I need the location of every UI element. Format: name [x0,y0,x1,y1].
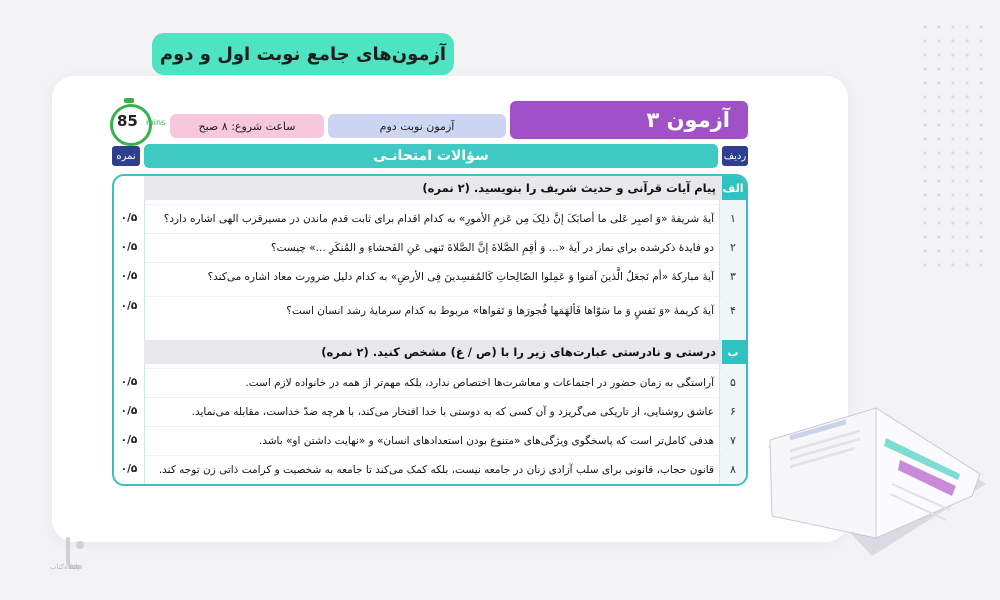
question-text: هدفی کامل‌تر است که پاسخگوی ویژگی‌های «متنوع بودن استعدادهای انسان» و «نهایت داشتن او» باشد. [144,426,722,454]
score-header: نمره [112,146,140,166]
timer-value: 85 [117,112,138,130]
question-score: ۰/۵ [120,241,138,253]
section-heading: پیام آیات قرآنی و حدیث شریف را بنویسید. (۲ نمره) [144,176,722,200]
question-number: ۶ [730,404,736,418]
section-title-bar: سؤالات امتحانـی [144,144,718,168]
page-title: آزمون‌های جامع نوبت اول و دوم [152,33,454,75]
question-text: آیهٔ کریمهٔ «وَ نَفسٍ وَ ما سَوّاها فَألهَمَها فُجورَها وَ تَقواها» مربوط به کدام سرمایهٔ رشد انسان است؟ [144,296,722,324]
section-heading: درستی و نادرستی عبارت‌های زیر را با (ص / غ) مشخص کنید. (۲ نمره) [144,340,722,364]
question-text: عاشق روشنایی، از تاریکی می‌گریزد و آن کسی که به دوستی با خدا افتخار می‌کند، با هرچه ضدّ خداست، مقابله می‌نماید. [144,397,722,425]
question-text: آراستگی به زمان حضور در اجتماعات و معاشرت‌ها اختصاص ندارد، بلکه مهم‌تر از همه در خانواده لازم است. [144,368,722,396]
start-time-label: ساعت شروع: ۸ صبح [198,119,296,133]
open-book-icon [760,388,988,558]
question-text: قانون حجاب، قانونی برای سلب آزادی زنان در جامعه نیست، بلکه کمک می‌کند تا جامعه به شخصیت و کرامت ذاتی زن توجه کند. [144,455,722,483]
question-number: ۷ [730,433,736,447]
question-score: ۰/۵ [120,376,138,388]
section-letter: الف [720,176,746,200]
exam-type-label: آزمون نوبت دوم [379,119,455,133]
timer-badge [110,98,168,144]
publisher-logo-text: پاینده‌کتاب [50,563,80,571]
stopwatch-knob-icon [124,98,134,103]
question-score: ۰/۵ [120,463,138,475]
question-number: ۱ [730,211,736,225]
questions-table [112,174,748,486]
question-text: آیهٔ شریفهٔ «وَ اصبِر عَلی ما أصابَکَ إنَّ ذلِکَ مِن عَزمِ الأمورِ» به کدام اقدام برای ثابت قدم ماندن در مسیرقرب الهی اشاره دارد؟ [144,204,722,232]
start-time-badge [170,114,324,138]
row-header: ردیف [722,146,748,166]
decorative-dots [918,20,988,270]
question-score: ۰/۵ [120,434,138,446]
question-text: آیهٔ مبارکهٔ «أم نَجعَلُ الَّذینَ آمَنوا وَ عَمِلوا الصّالِحاتِ کَالمُفسِدینَ فِی الأرضِ» به کدام دلیل ضرورت معاد اشاره می‌کند؟ [144,262,722,290]
question-number: ۵ [730,375,736,389]
question-number: ۸ [730,462,736,476]
question-number: ۴ [730,303,736,317]
section-letter: ب [720,340,746,364]
exam-type-badge [328,114,506,138]
question-score: ۰/۵ [120,300,138,312]
question-score: ۰/۵ [120,405,138,417]
exam-title: آزمون ۳ [510,101,748,139]
timer-unit: mins [146,118,166,127]
question-score: ۰/۵ [120,212,138,224]
question-number: ۳ [730,269,736,283]
question-number: ۲ [730,240,736,254]
question-score: ۰/۵ [120,270,138,282]
question-text: دو فایدهٔ ذکرشده برای نماز در آیهٔ «... وَ أقِمِ الصَّلاةَ إنَّ الصَّلاةَ تَنهی عَنِ الفَحشاءِ و المُنکَرِ ...» چیست؟ [144,233,722,261]
